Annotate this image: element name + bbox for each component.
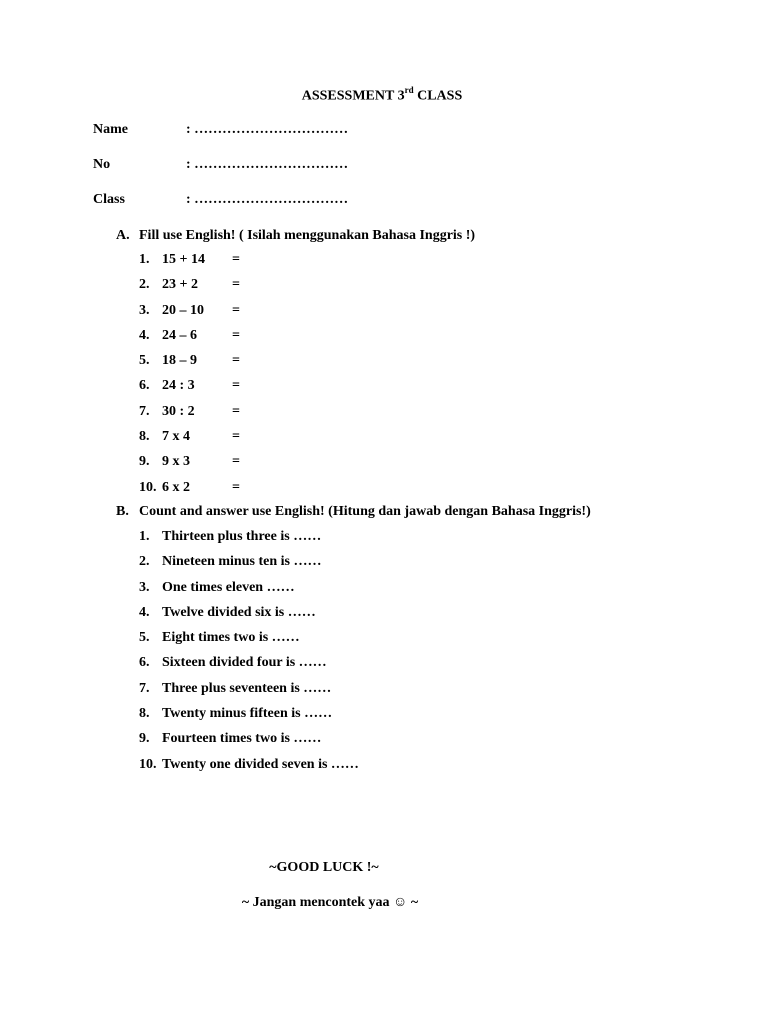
list-item <box>139 302 240 327</box>
list-item <box>139 629 359 654</box>
section-a-list <box>139 251 240 504</box>
item-number: 2. <box>139 554 150 570</box>
no-cheating-note: ~ Jangan mencontek yaa ☺ ~ <box>241 895 419 910</box>
item-expression: 24 : 3 <box>162 378 195 394</box>
item-number: 10. <box>139 756 157 772</box>
section-a-letter: A. <box>116 228 130 243</box>
item-equals: = <box>232 277 240 293</box>
section-a-instruction: Fill use English! ( Isilah menggunakan Bahasa Inggris !) <box>139 228 476 243</box>
list-item <box>139 528 359 553</box>
section-b-heading <box>116 503 591 521</box>
item-number: 7. <box>139 403 150 419</box>
list-item <box>139 251 240 276</box>
item-text: Eight times two is …… <box>162 630 300 646</box>
item-number: 5. <box>139 630 150 646</box>
page-title <box>0 86 766 105</box>
section-b-instruction: Count and answer use English! (Hitung dan jawab dengan Bahasa Inggris!) <box>139 504 591 519</box>
item-number: 4. <box>139 604 150 620</box>
item-equals: = <box>232 454 240 470</box>
item-number: 5. <box>139 353 150 369</box>
list-item <box>139 730 359 755</box>
item-number: 3. <box>139 579 150 595</box>
name-blank: : …………………………… <box>186 122 349 137</box>
item-equals: = <box>232 353 240 369</box>
item-number: 1. <box>139 529 150 544</box>
class-field <box>93 191 348 209</box>
item-number: 9. <box>139 454 150 470</box>
item-text: Twenty one divided seven is …… <box>162 756 359 772</box>
item-expression: 18 – 9 <box>162 353 197 369</box>
item-expression: 7 x 4 <box>162 429 190 445</box>
item-expression: 20 – 10 <box>162 302 204 318</box>
item-number: 6. <box>139 655 150 671</box>
item-text: Nineteen minus ten is …… <box>162 554 322 570</box>
class-label: Class <box>93 192 125 207</box>
item-expression: 24 – 6 <box>162 327 197 343</box>
title-end: CLASS <box>413 88 463 104</box>
item-expression: 15 + 14 <box>162 252 205 267</box>
item-number: 4. <box>139 327 150 343</box>
name-field <box>93 121 348 139</box>
item-text: Twelve divided six is …… <box>162 604 316 620</box>
item-text: One times eleven …… <box>162 579 295 595</box>
item-equals: = <box>232 302 240 318</box>
item-text: Twenty minus fifteen is …… <box>162 706 333 722</box>
list-item <box>139 579 359 604</box>
item-equals: = <box>232 403 240 419</box>
item-equals: = <box>232 429 240 445</box>
item-text: Sixteen divided four is …… <box>162 655 327 671</box>
no-field <box>93 156 348 174</box>
list-item <box>139 276 240 301</box>
section-a-heading <box>116 227 475 245</box>
item-equals: = <box>232 378 240 394</box>
item-number: 1. <box>139 252 150 267</box>
item-number: 3. <box>139 302 150 318</box>
list-item <box>139 654 359 679</box>
item-text: Fourteen times two is …… <box>162 731 322 747</box>
list-item <box>139 403 240 428</box>
item-number: 7. <box>139 680 150 696</box>
item-expression: 30 : 2 <box>162 403 195 419</box>
item-number: 9. <box>139 731 150 747</box>
list-item <box>139 479 240 504</box>
section-b-letter: B. <box>116 504 129 519</box>
list-item <box>139 680 359 705</box>
no-label: No <box>93 157 111 172</box>
list-item <box>139 756 359 781</box>
item-expression: 6 x 2 <box>162 479 190 495</box>
item-equals: = <box>232 252 240 267</box>
class-blank: : …………………………… <box>186 192 349 207</box>
item-expression: 23 + 2 <box>162 277 198 293</box>
list-item <box>139 705 359 730</box>
title-superscript: rd <box>404 85 414 95</box>
list-item <box>139 352 240 377</box>
list-item <box>139 327 240 352</box>
title-main: ASSESSMENT 3 <box>301 88 405 104</box>
section-b-list <box>139 528 359 781</box>
item-number: 8. <box>139 706 150 722</box>
no-blank: : …………………………… <box>186 157 349 172</box>
list-item <box>139 604 359 629</box>
item-number: 8. <box>139 429 150 445</box>
item-text: Three plus seventeen is …… <box>162 680 332 696</box>
list-item <box>139 377 240 402</box>
item-number: 10. <box>139 479 157 495</box>
list-item <box>139 428 240 453</box>
item-text: Thirteen plus three is …… <box>162 529 322 544</box>
item-number: 2. <box>139 277 150 293</box>
item-equals: = <box>232 479 240 495</box>
item-number: 6. <box>139 378 150 394</box>
name-label: Name <box>93 122 128 137</box>
item-expression: 9 x 3 <box>162 454 190 470</box>
good-luck-text: ~GOOD LUCK !~ <box>269 860 379 875</box>
list-item <box>139 453 240 478</box>
list-item <box>139 553 359 578</box>
item-equals: = <box>232 327 240 343</box>
